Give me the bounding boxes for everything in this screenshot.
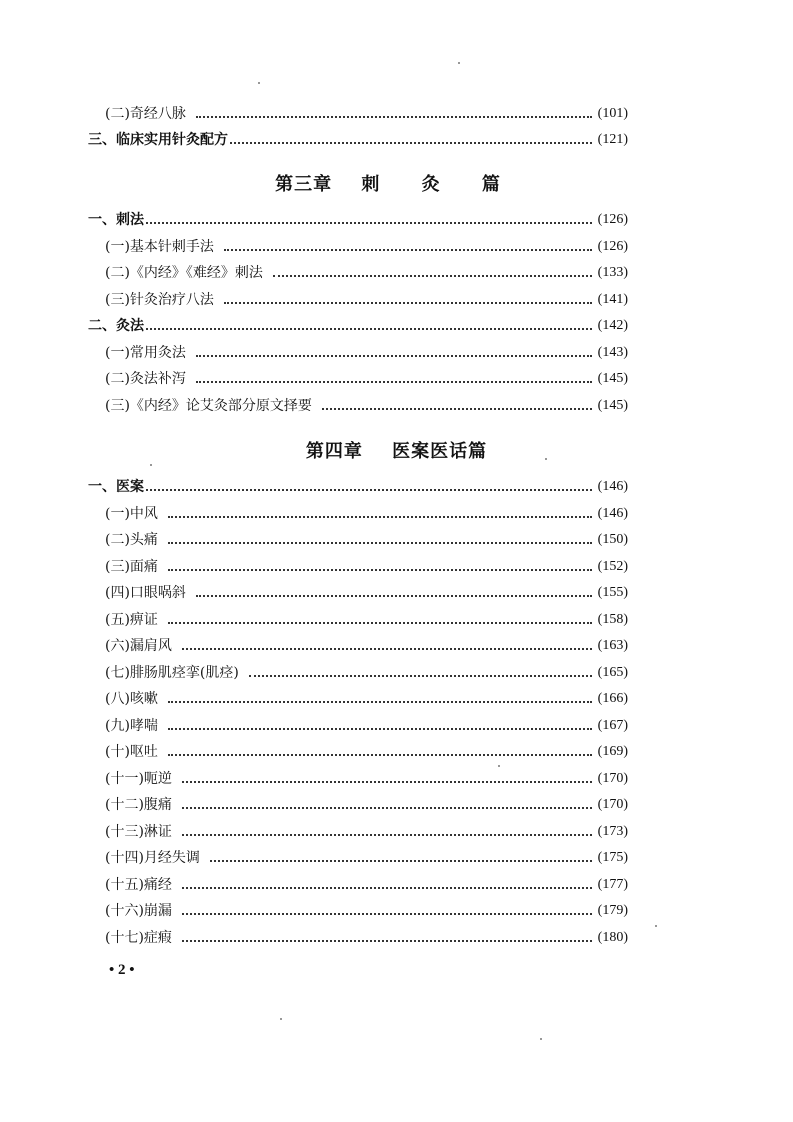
dot-leader xyxy=(182,781,592,783)
toc-entry-label: (三)针灸治疗八法 xyxy=(105,292,214,308)
dot-leader xyxy=(182,887,592,889)
toc-entry-label: (二)灸法补泻 xyxy=(105,371,186,387)
toc-entry-page: (170) xyxy=(597,797,628,812)
toc-entry-label: (一)中风 xyxy=(105,506,158,522)
scan-speck xyxy=(540,1038,542,1040)
toc-entry-label: (四)口眼㖞斜 xyxy=(105,585,186,601)
scan-speck xyxy=(258,82,260,84)
dot-leader xyxy=(210,860,592,862)
toc-entry-page: (163) xyxy=(597,638,628,653)
toc-entry-page: (150) xyxy=(597,532,628,547)
toc-entry-page: (101) xyxy=(597,106,628,121)
toc-entry-label: (七)腓肠肌痉挛(肌痉) xyxy=(105,665,239,681)
dot-leader xyxy=(273,275,592,277)
toc-entry-page: (145) xyxy=(597,398,628,413)
toc-entry-page: (175) xyxy=(597,850,628,865)
toc-entry[interactable] xyxy=(88,609,628,631)
toc-entry-label: 三、临床实用针灸配方 xyxy=(88,132,228,148)
toc-entry-label: (二)奇经八脉 xyxy=(105,106,186,122)
toc-entry-label: (三)面痛 xyxy=(105,559,158,575)
toc-entry-page: (165) xyxy=(597,665,628,680)
toc-entry[interactable] xyxy=(88,900,628,922)
toc-entry-page: (173) xyxy=(597,824,628,839)
chapter-title: 刺 灸 篇 xyxy=(361,174,518,195)
toc-entry-page: (158) xyxy=(597,612,628,627)
toc-entry-page: (133) xyxy=(597,265,628,280)
toc-entry-label: (十四)月经失调 xyxy=(105,850,200,866)
toc-entry[interactable] xyxy=(88,368,628,390)
dot-leader xyxy=(168,754,592,756)
toc-entry[interactable] xyxy=(88,209,628,231)
toc-entry-page: (166) xyxy=(597,691,628,706)
chapter-3-heading xyxy=(0,170,793,196)
toc-entry-page: (126) xyxy=(597,212,628,227)
toc-entry[interactable] xyxy=(88,582,628,604)
dot-leader xyxy=(224,249,592,251)
chapter-number: 第三章 xyxy=(275,174,333,195)
dot-leader xyxy=(224,302,592,304)
scan-speck xyxy=(655,925,657,927)
dot-leader xyxy=(168,701,592,703)
toc-entry[interactable] xyxy=(88,342,628,364)
dot-leader xyxy=(168,542,592,544)
toc-entry-label: (三)《内经》论艾灸部分原文择要 xyxy=(105,398,312,414)
dot-leader xyxy=(146,222,592,224)
toc-entry-label: (五)痹证 xyxy=(105,612,158,628)
toc-entry-label: 一、刺法 xyxy=(88,212,144,228)
toc-entry-label: (二)头痛 xyxy=(105,532,158,548)
chapter-title: 医案医话篇 xyxy=(392,441,488,462)
page-number: • 2 • xyxy=(109,962,135,978)
toc-entry[interactable] xyxy=(88,768,628,790)
toc-entry-page: (180) xyxy=(597,930,628,945)
toc-entry-label: (十二)腹痛 xyxy=(105,797,172,813)
toc-entry[interactable] xyxy=(88,395,628,417)
toc-entry[interactable] xyxy=(88,821,628,843)
toc-entry[interactable] xyxy=(88,688,628,710)
toc-entry[interactable] xyxy=(88,236,628,258)
dot-leader xyxy=(168,728,592,730)
toc-entry[interactable] xyxy=(88,476,628,498)
toc-entry-label: (一)常用灸法 xyxy=(105,345,186,361)
toc-entry[interactable] xyxy=(88,662,628,684)
toc-entry[interactable] xyxy=(88,741,628,763)
toc-entry-page: (126) xyxy=(597,239,628,254)
dot-leader xyxy=(168,516,592,518)
toc-entry-label: (二)《内经》《难经》刺法 xyxy=(105,265,263,281)
toc-entry-page: (155) xyxy=(597,585,628,600)
dot-leader xyxy=(196,381,592,383)
scan-speck xyxy=(280,1018,282,1020)
dot-leader xyxy=(322,408,592,410)
toc-entry[interactable] xyxy=(88,129,628,151)
dot-leader xyxy=(182,834,592,836)
dot-leader xyxy=(168,569,592,571)
toc-entry-page: (170) xyxy=(597,771,628,786)
toc-entry[interactable] xyxy=(88,529,628,551)
dot-leader xyxy=(196,355,592,357)
dot-leader xyxy=(196,116,592,118)
toc-entry-label: (十一)呃逆 xyxy=(105,771,172,787)
scan-speck xyxy=(150,464,152,466)
toc-entry[interactable] xyxy=(88,794,628,816)
toc-entry-page: (146) xyxy=(597,506,628,521)
toc-entry[interactable] xyxy=(88,289,628,311)
toc-entry[interactable] xyxy=(88,556,628,578)
dot-leader xyxy=(146,328,592,330)
dot-leader xyxy=(168,622,592,624)
toc-entry-page: (145) xyxy=(597,371,628,386)
toc-entry-label: (八)咳嗽 xyxy=(105,691,158,707)
dot-leader xyxy=(230,142,592,144)
toc-entry-page: (152) xyxy=(597,559,628,574)
toc-entry[interactable] xyxy=(88,262,628,284)
toc-entry-label: (一)基本针刺手法 xyxy=(105,239,214,255)
toc-entry-page: (167) xyxy=(597,718,628,733)
toc-entry-label: (六)漏肩风 xyxy=(105,638,172,654)
scan-speck xyxy=(498,765,500,767)
dot-leader xyxy=(249,675,592,677)
toc-entry-label: 二、灸法 xyxy=(88,318,144,334)
toc-entry-page: (169) xyxy=(597,744,628,759)
chapter-4-heading xyxy=(0,437,793,463)
toc-entry[interactable] xyxy=(88,103,628,125)
toc-entry[interactable] xyxy=(88,847,628,869)
toc-entry[interactable] xyxy=(88,635,628,657)
toc-entry[interactable] xyxy=(88,715,628,737)
toc-entry[interactable] xyxy=(88,503,628,525)
toc-entry-page: (143) xyxy=(597,345,628,360)
dot-leader xyxy=(182,648,592,650)
dot-leader xyxy=(146,489,592,491)
toc-entry-label: (十三)淋证 xyxy=(105,824,172,840)
toc-entry-page: (177) xyxy=(597,877,628,892)
toc-entry-label: (十六)崩漏 xyxy=(105,903,172,919)
toc-entry-page: (141) xyxy=(597,292,628,307)
toc-entry-label: (十五)痛经 xyxy=(105,877,172,893)
dot-leader xyxy=(182,940,592,942)
toc-entry[interactable] xyxy=(88,315,628,337)
dot-leader xyxy=(196,595,592,597)
dot-leader xyxy=(182,913,592,915)
toc-entry-page: (142) xyxy=(597,318,628,333)
chapter-number: 第四章 xyxy=(305,441,363,462)
toc-entry-label: 一、医案 xyxy=(88,479,144,495)
dot-leader xyxy=(182,807,592,809)
toc-entry[interactable] xyxy=(88,874,628,896)
toc-entry-label: (十七)症瘕 xyxy=(105,930,172,946)
toc-entry[interactable] xyxy=(88,927,628,949)
toc-entry-label: (十)呕吐 xyxy=(105,744,158,760)
toc-entry-page: (179) xyxy=(597,903,628,918)
toc-entry-label: (九)哮喘 xyxy=(105,718,158,734)
toc-entry-page: (121) xyxy=(597,132,628,147)
toc-entry-page: (146) xyxy=(597,479,628,494)
scan-speck xyxy=(458,62,460,64)
